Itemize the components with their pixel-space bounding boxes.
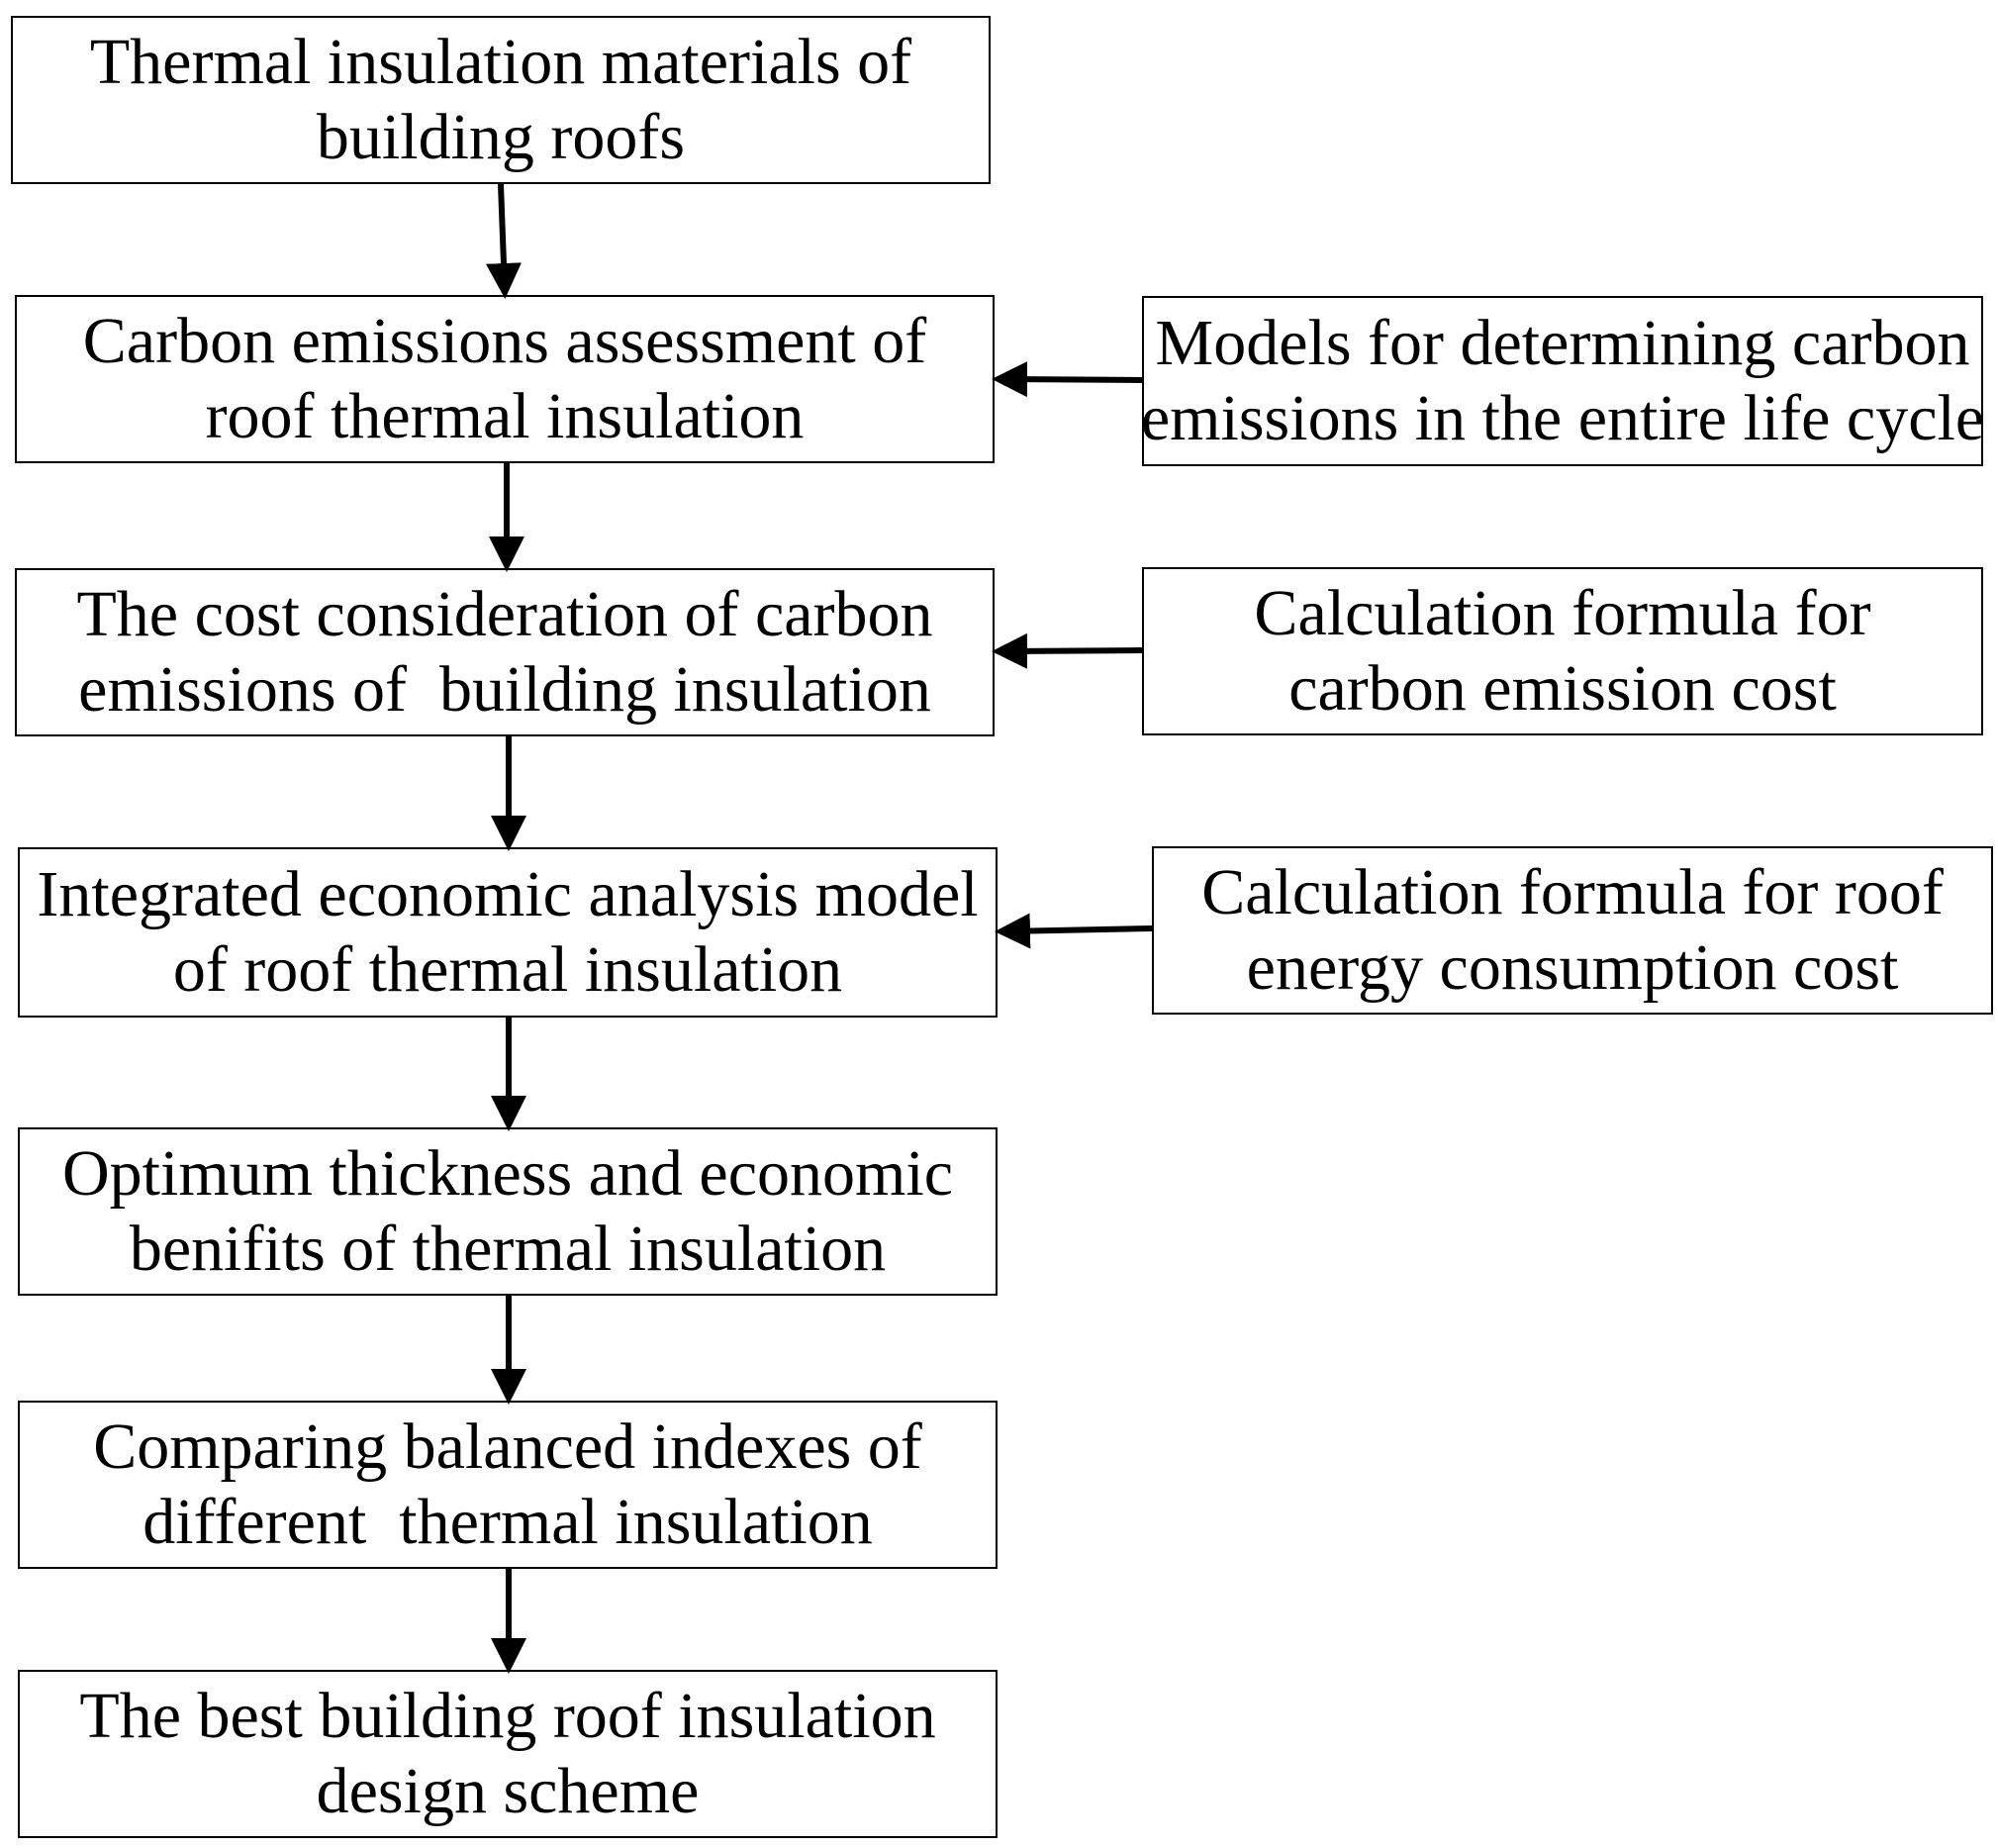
box-best-scheme-line-2: design scheme bbox=[316, 1755, 700, 1827]
arrow-life-cycle-models-to-assessment bbox=[1000, 379, 1142, 380]
box-energy-cost-formula-line-2: energy consumption cost bbox=[1246, 931, 1899, 1004]
box-cost-consideration-line-2: emissions of building insulation bbox=[78, 653, 931, 726]
box-assessment-line-2: roof thermal insulation bbox=[205, 380, 805, 452]
box-energy-cost-formula-line-1: Calculation formula for roof bbox=[1201, 856, 1944, 928]
box-assessment-line-1: Carbon emissions assessment of bbox=[82, 305, 927, 377]
box-life-cycle-models-line-1: Models for determining carbon bbox=[1155, 307, 1970, 379]
arrow-carbon-cost-formula-to-cost-consideration bbox=[1000, 650, 1142, 651]
box-materials-line-2: building roofs bbox=[316, 101, 686, 173]
box-comparing-indexes-line-2: different thermal insulation bbox=[143, 1486, 873, 1558]
box-life-cycle-models-line-2: emissions in the entire life cycle bbox=[1140, 382, 1985, 454]
box-integrated-model-line-1: Integrated economic analysis model bbox=[37, 858, 979, 930]
box-comparing-indexes-line-1: Comparing balanced indexes of bbox=[93, 1410, 922, 1483]
box-carbon-cost-formula-line-2: carbon emission cost bbox=[1288, 652, 1837, 725]
box-cost-consideration-line-1: The cost consideration of carbon bbox=[76, 578, 933, 650]
box-best-scheme-line-1: The best building roof insulation bbox=[79, 1680, 936, 1752]
box-carbon-cost-formula-line-1: Calculation formula for bbox=[1254, 577, 1871, 649]
box-optimum-thickness-line-1: Optimum thickness and economic bbox=[62, 1137, 953, 1210]
box-materials-line-1: Thermal insulation materials of bbox=[89, 26, 912, 98]
box-optimum-thickness-line-2: benifits of thermal insulation bbox=[129, 1213, 887, 1285]
arrow-materials-to-assessment bbox=[501, 184, 505, 290]
box-integrated-model-line-2: of roof thermal insulation bbox=[172, 933, 843, 1006]
arrow-energy-cost-formula-to-integrated-model bbox=[1003, 928, 1152, 931]
